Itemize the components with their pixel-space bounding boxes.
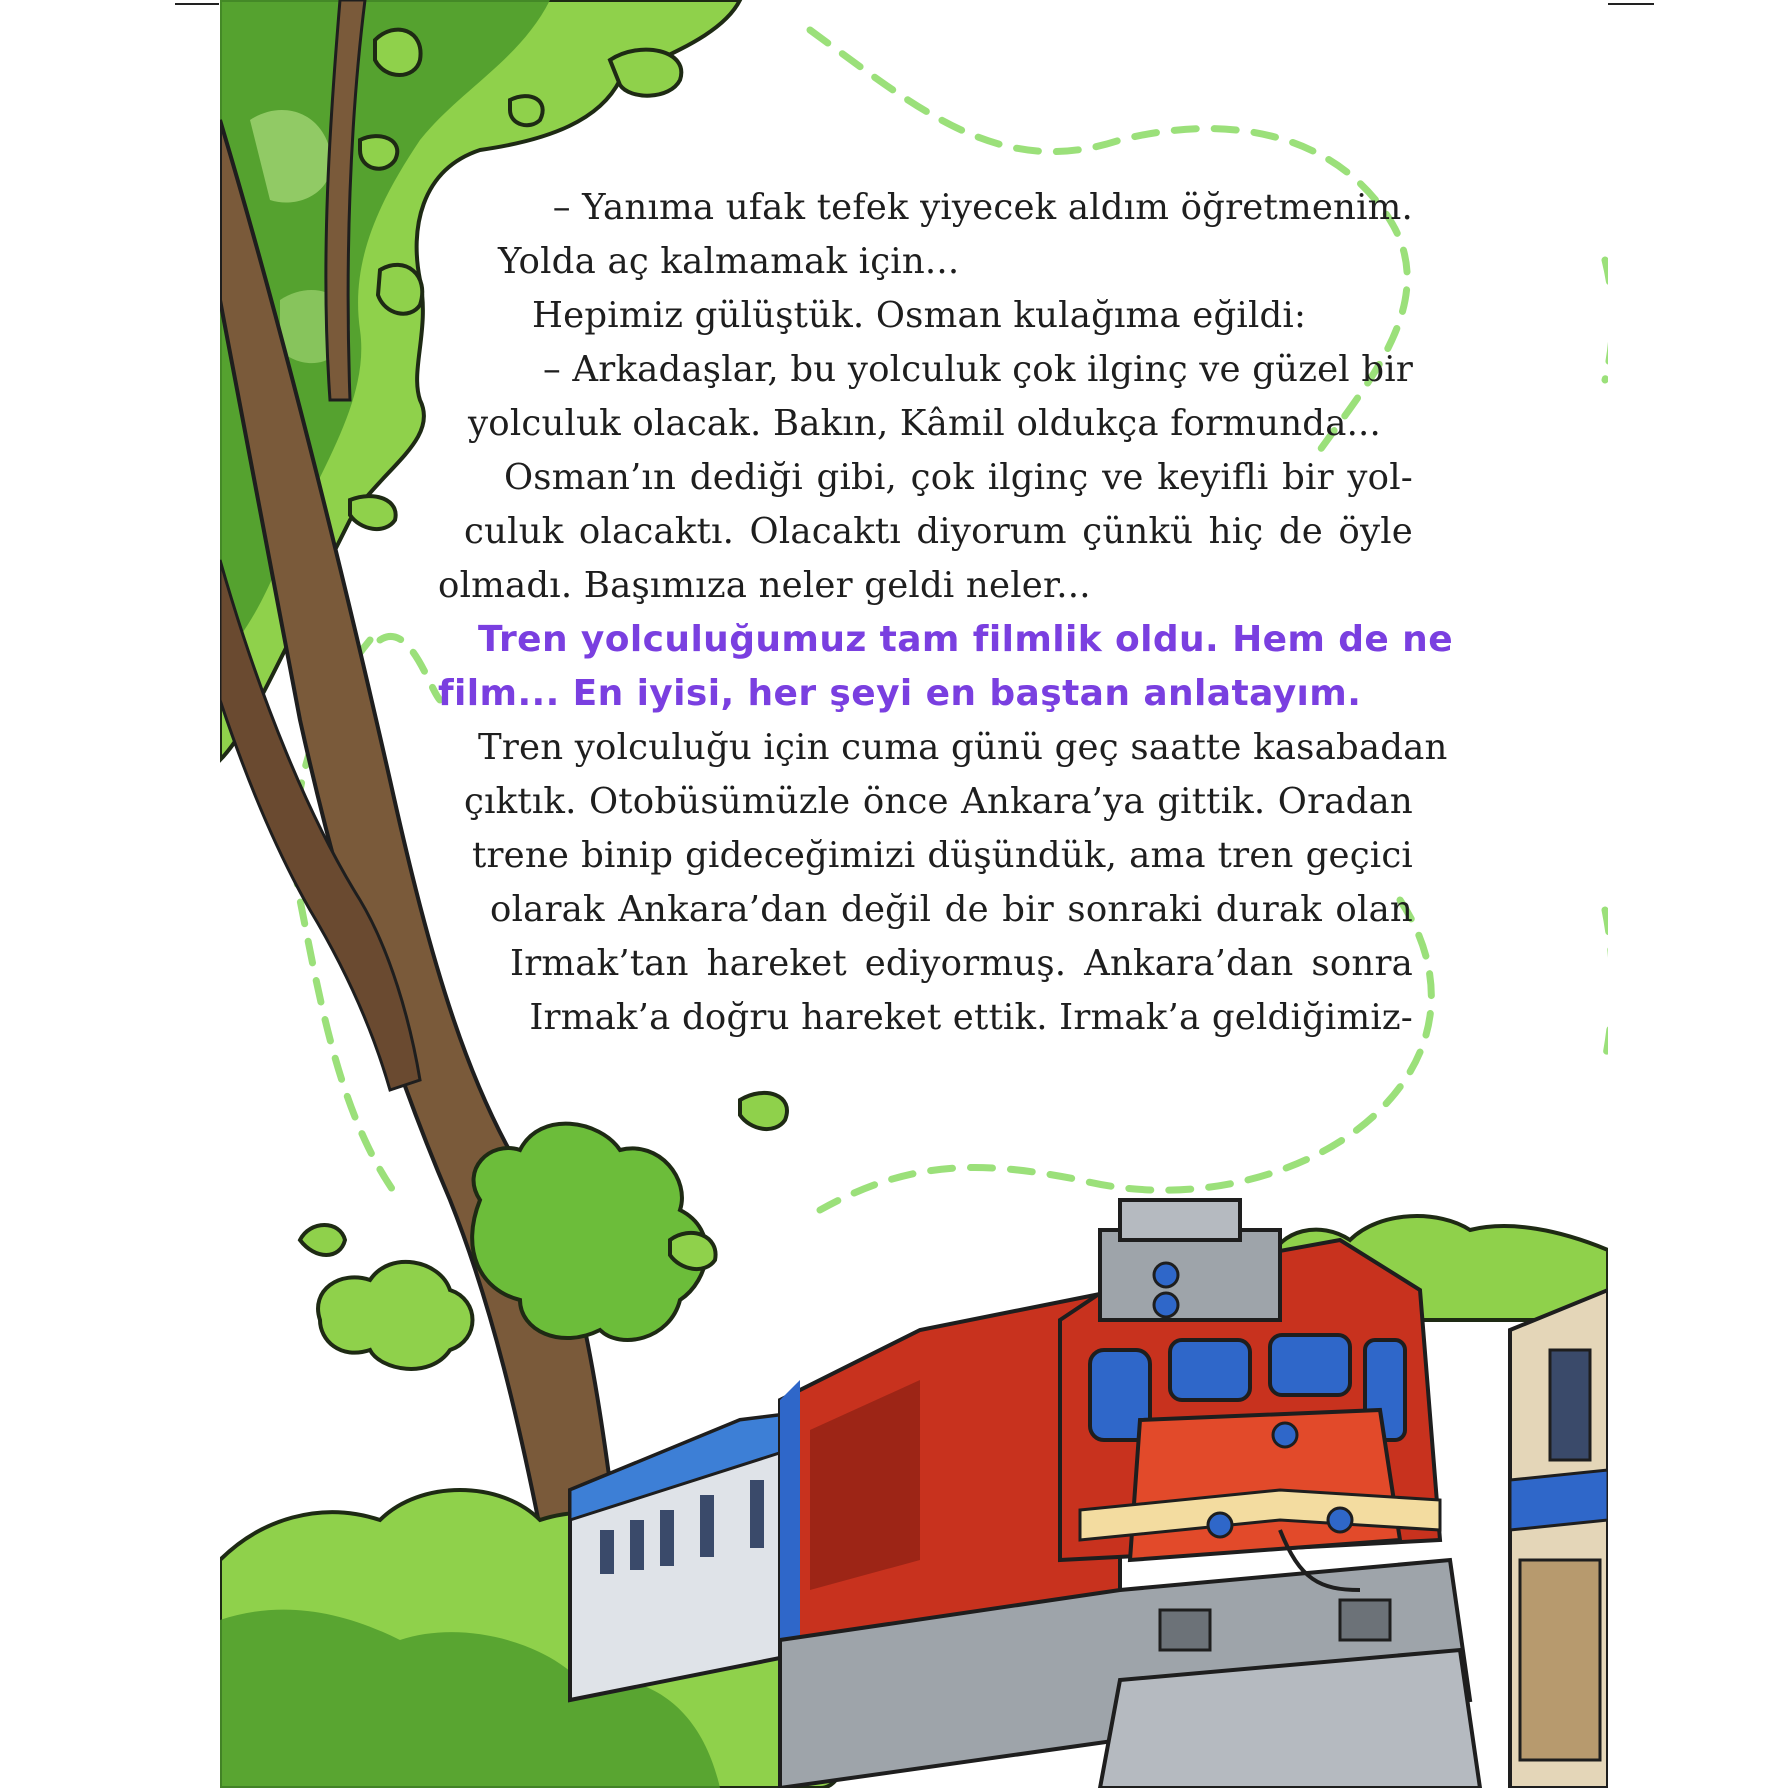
book-page	[220, 0, 1608, 1788]
highlight-line: Tren yolculuğumuz tam filmlik oldu. Hem de ne	[478, 619, 1454, 660]
text-line: – Yanıma ufak tefek yiyecek aldım öğretmenim.	[552, 187, 1413, 228]
text-line: çıktık. Otobüsümüzle önce Ankara’ya gittik. Oradan	[464, 781, 1413, 822]
text-line: olarak Ankara’dan değil de bir sonraki durak olan	[490, 889, 1413, 930]
crop-mark-top-right	[1608, 3, 1654, 5]
text-line: trene binip gideceğimizi düşündük, ama tren geçici	[472, 835, 1413, 876]
highlight-line: film... En iyisi, her şeyi en baştan anlatayım.	[438, 673, 1362, 714]
text-line: Osman’ın dediği gibi, çok ilginç ve keyifli bir yol-	[504, 457, 1413, 498]
text-line: Irmak’tan hareket ediyormuş. Ankara’dan sonra	[510, 943, 1413, 984]
text-line: Tren yolculuğu için cuma günü geç saatte kasabadan	[478, 727, 1448, 768]
text-line: Hepimiz gülüştük. Osman kulağıma eğildi:	[532, 295, 1307, 336]
text-line: olmadı. Başımıza neler geldi neler...	[438, 565, 1091, 606]
text-line: Yolda aç kalmamak için...	[498, 241, 960, 282]
station-building-icon	[1510, 1290, 1608, 1788]
text-line: culuk olacaktı. Olacaktı diyorum çünkü hiç de öyle	[464, 511, 1413, 552]
text-line: yolculuk olacak. Bakın, Kâmil oldukça formunda...	[468, 403, 1382, 444]
crop-mark-top-left	[175, 3, 219, 5]
text-line: – Arkadaşlar, bu yolculuk çok ilginç ve güzel bir	[543, 349, 1413, 390]
text-line: Irmak’a doğru hareket ettik. Irmak’a geldiğimiz-	[529, 997, 1413, 1038]
